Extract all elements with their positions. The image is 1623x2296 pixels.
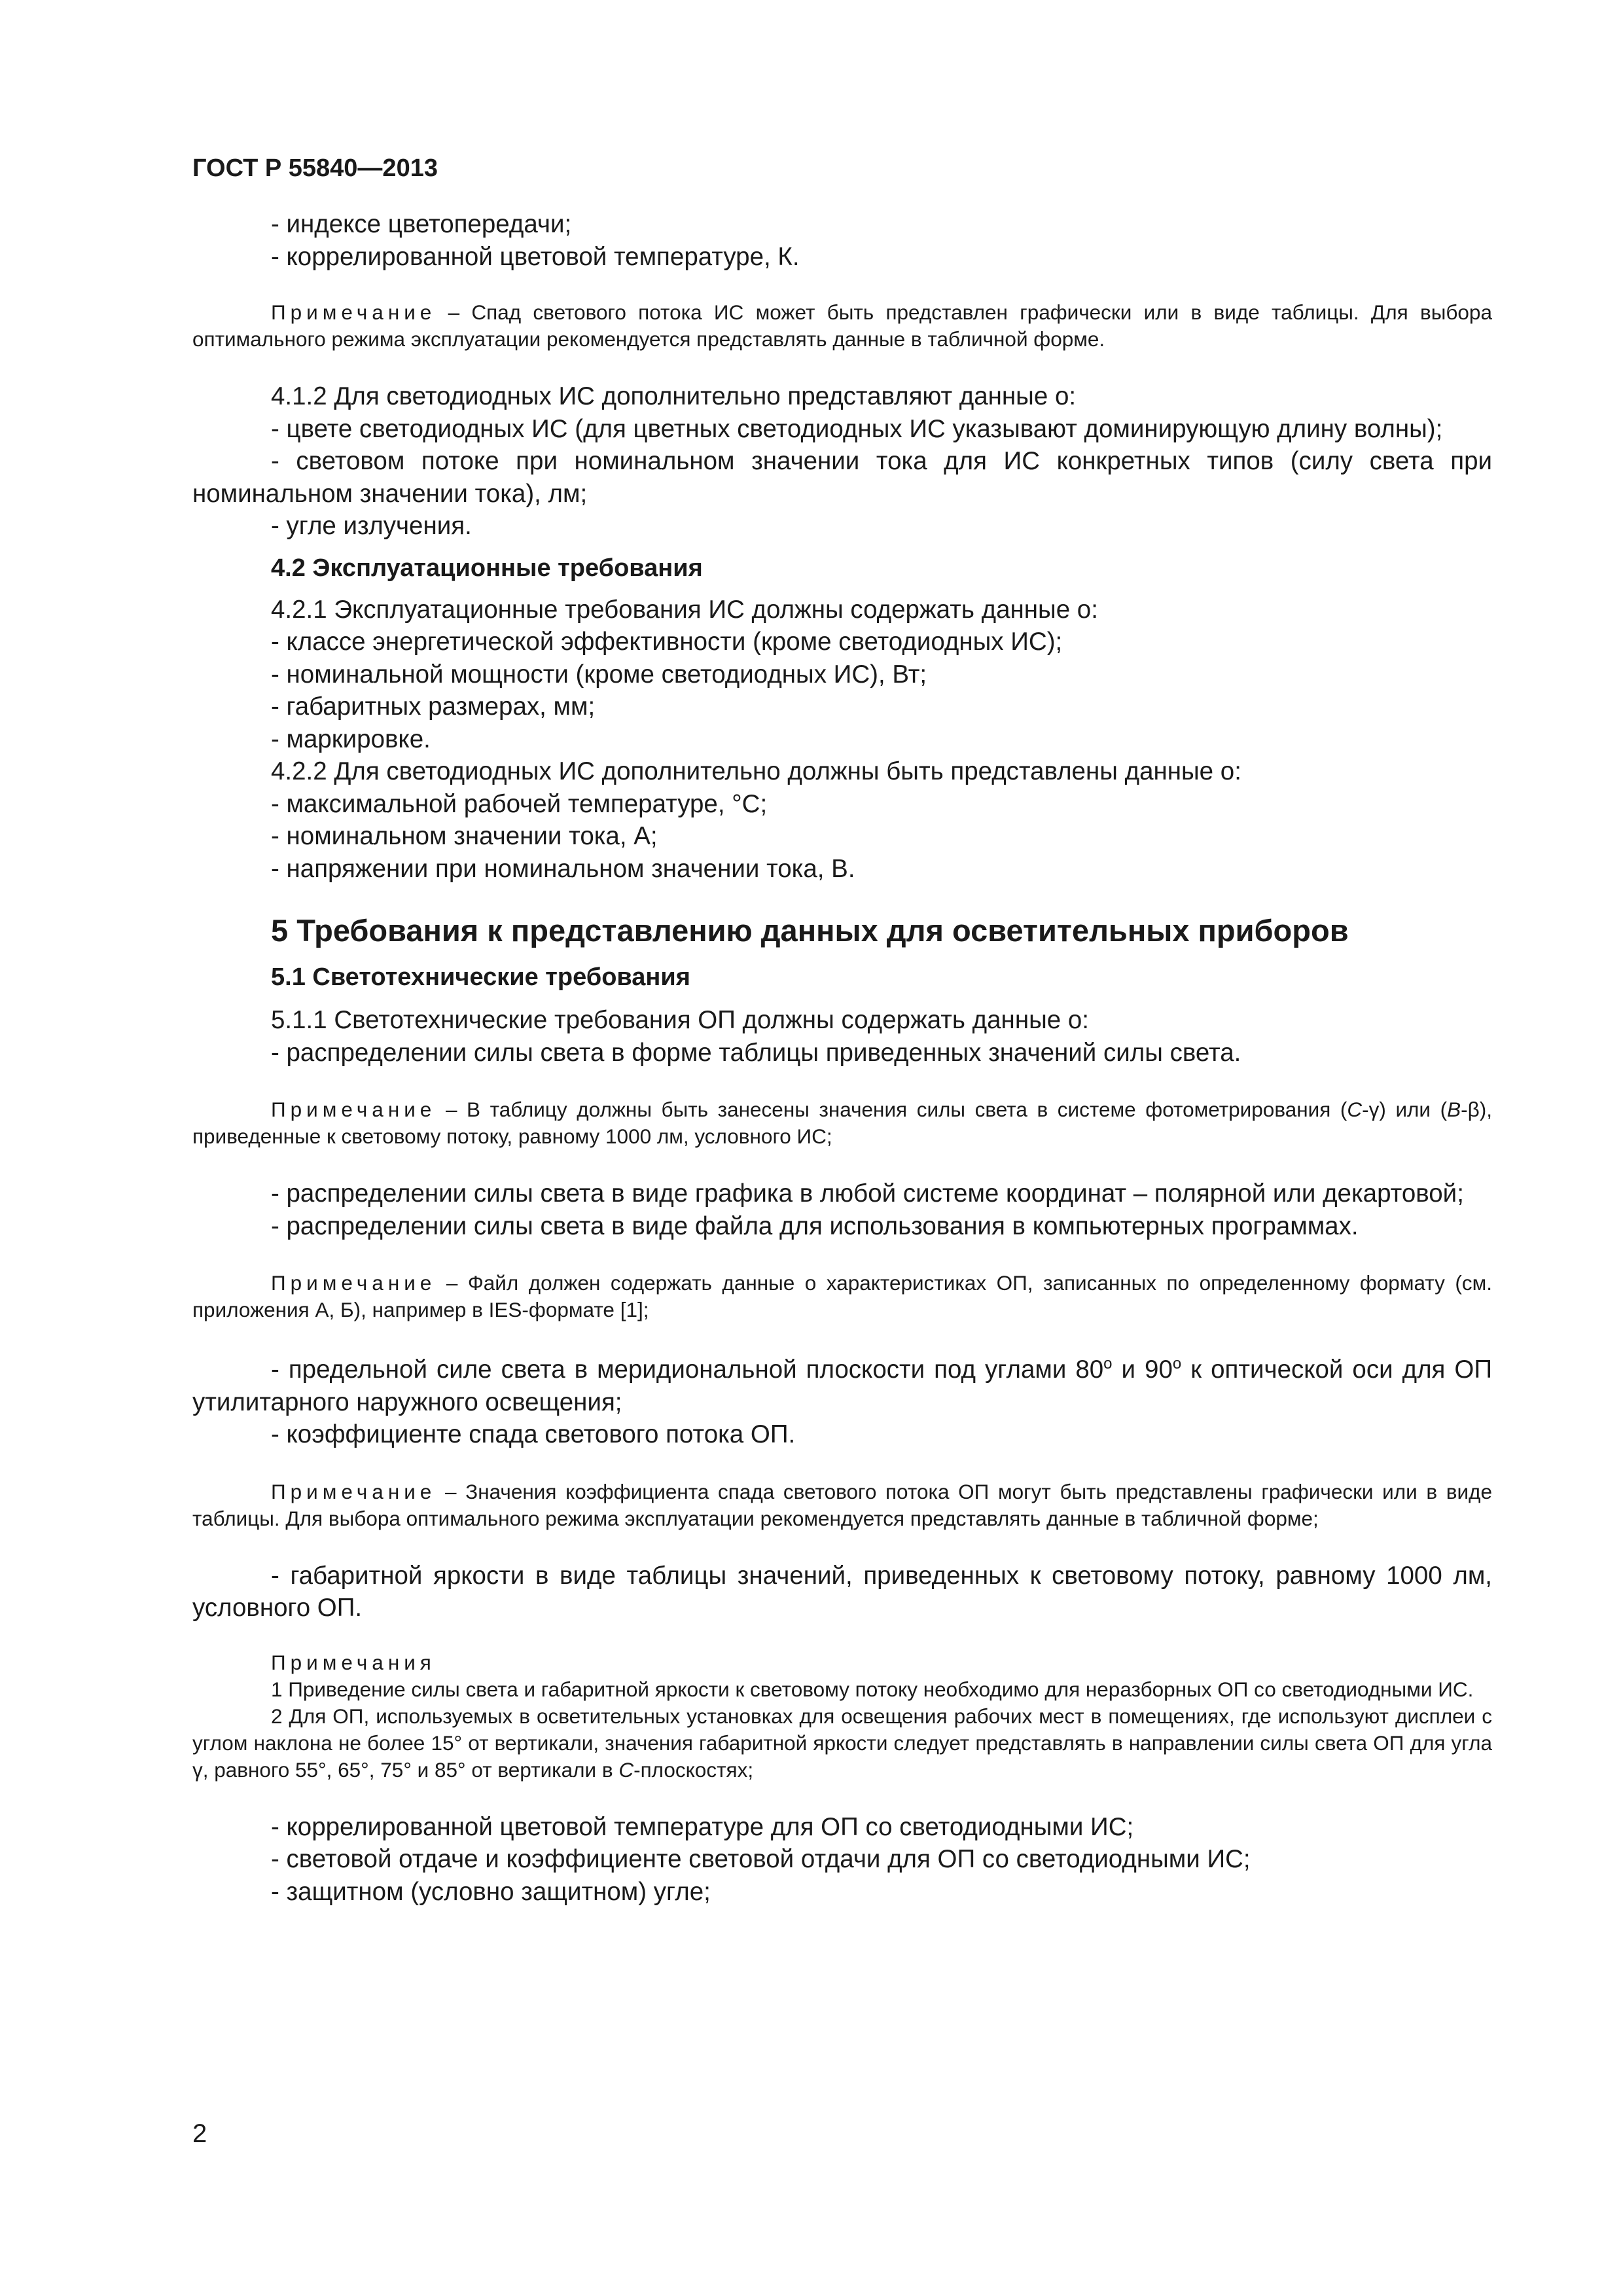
list-item: - напряжении при номинальном значении тока, В. <box>271 854 855 883</box>
section-5-1-heading: 5.1 Светотехнические требования <box>271 963 690 991</box>
list-item: - маркировке. <box>271 725 431 753</box>
section-4-2-heading: 4.2 Эксплуатационные требования <box>271 554 703 582</box>
list-item: - индексе цветопередачи; <box>271 210 572 238</box>
note-decline-coefficient <box>192 1479 1492 1532</box>
degree-mark: о <box>1103 1355 1113 1373</box>
list-item: - световой отдаче и коэффициенте световой отдачи для ОП со светодиодными ИС; <box>271 1845 1251 1873</box>
item-text: - предельной силе света в меридиональной плоскости под углами 80 <box>271 1355 1104 1384</box>
clause-4-1-2-intro: 4.1.2 Для светодиодных ИС дополнительно представляют данные о: <box>271 382 1077 410</box>
list-item: - световом потоке при номинальном значении тока для ИС конкретных типов (силу света при номинальном значении тока), лм; <box>192 447 1492 508</box>
list-item: - классе энергетической эффективности (кроме светодиодных ИС); <box>271 628 1063 656</box>
note-label: Примечание <box>271 1479 437 1503</box>
note-text: – Спад светового потока ИС может быть представлен графически или в виде таблицы. Для выбора оптимального режима эксплуатации рекомендуется представлять данные в табличной форме. <box>192 300 1492 351</box>
list-item: - распределении силы света в виде графика в любой системе координат – полярной или декартовой; <box>271 1179 1464 1208</box>
note-text: С <box>618 1757 634 1782</box>
list-item <box>192 1354 1492 1418</box>
clause-4-2-2-intro: 4.2.2 Для светодиодных ИС дополнительно должны быть представлены данные о: <box>271 757 1241 785</box>
list-item: - цвете светодиодных ИС (для цветных светодиодных ИС указывают доминирующую длину волны); <box>271 414 1443 443</box>
list-item: - распределении силы света в виде файла для использования в компьютерных программах. <box>271 1211 1359 1240</box>
note-label: Примечание <box>271 1098 437 1121</box>
list-item: - коррелированной цветовой температуре для ОП со светодиодными ИС; <box>271 1812 1134 1841</box>
note-cie-decline <box>192 299 1492 353</box>
list-item: - номинальной мощности (кроме светодиодных ИС), Вт; <box>271 660 927 689</box>
note-text: – Файл должен содержать данные о характеристиках ОП, записанных по определенному формату (см. приложения А, Б), например в IES-формате [1]; <box>192 1271 1492 1321</box>
list-item: - номинальном значении тока, А; <box>271 822 658 850</box>
note-text: – Значения коэффициента спада светового потока ОП могут быть представлены графически или в виде таблицы. Для выбора оптимального режима эксплуатации рекомендуется представлять данные в табличной форме; <box>192 1479 1492 1530</box>
clause-4-2-1-intro: 4.2.1 Эксплуатационные требования ИС должны содержать данные о: <box>271 595 1098 624</box>
note-text: -плоскостях; <box>633 1757 754 1782</box>
page-number: 2 <box>192 2119 207 2148</box>
list-item: - распределении силы света в форме таблицы приведенных значений силы света. <box>271 1038 1241 1067</box>
item-text: к оптической оси для ОП утилитарного наружного освещения; <box>192 1355 1493 1416</box>
list-item: - коррелированной цветовой температуре, К. <box>271 242 800 271</box>
note-photometry <box>192 1096 1492 1150</box>
note-label: Примечание <box>271 1271 437 1295</box>
note-label: Примечания <box>271 1650 436 1674</box>
list-item: - максимальной рабочей температуре, °С; <box>271 789 768 818</box>
list-item: - угле излучения. <box>271 512 472 540</box>
note-item-2 <box>192 1703 1492 1784</box>
note-label: Примечание <box>271 300 437 324</box>
list-item: - коэффициенте спада светового потока ОП. <box>271 1420 796 1448</box>
note-item-1: 1 Приведение силы света и габаритной яркости к световому потоку необходимо для неразборных ОП со светодиодными ИС. <box>271 1677 1474 1701</box>
note-text: -β), приведенные к световому потоку, равному 1000 лм, условного ИС; <box>192 1098 1492 1148</box>
notes-label <box>192 1649 1492 1676</box>
note-text: В <box>1447 1098 1461 1121</box>
note-text: 2 Для ОП, используемых в осветительных установках для освещения рабочих мест в помещениях, где используют дисплеи с углом наклона не более 15° от вертикали, значения габаритной яркости следует представлять в направлении силы света ОП для угла γ, равного 55°, 65°, 75° и 85° от вертикали в <box>192 1704 1492 1782</box>
item-text: и 90 <box>1112 1355 1173 1384</box>
note-text: – В таблицу должны быть занесены значения силы света в системе фотометрирования ( <box>445 1098 1347 1121</box>
degree-mark: о <box>1172 1355 1182 1373</box>
list-item: - габаритной яркости в виде таблицы значений, приведенных к световому потоку, равному 1000 лм, условного ОП. <box>192 1561 1492 1622</box>
document-code-header: ГОСТ Р 55840—2013 <box>192 154 438 182</box>
list-item: - габаритных размерах, мм; <box>271 692 596 721</box>
note-text: -γ) или ( <box>1362 1098 1448 1121</box>
note-text: С <box>1347 1098 1363 1121</box>
clause-5-1-1-intro: 5.1.1 Светотехнические требования ОП должны содержать данные о: <box>271 1006 1089 1034</box>
page-content <box>192 208 1492 1908</box>
list-item: - защитном (условно защитном) угле; <box>271 1877 711 1906</box>
note-file-format <box>192 1270 1492 1323</box>
section-5-heading: 5 Требования к представлению данных для осветительных приборов <box>271 913 1349 948</box>
